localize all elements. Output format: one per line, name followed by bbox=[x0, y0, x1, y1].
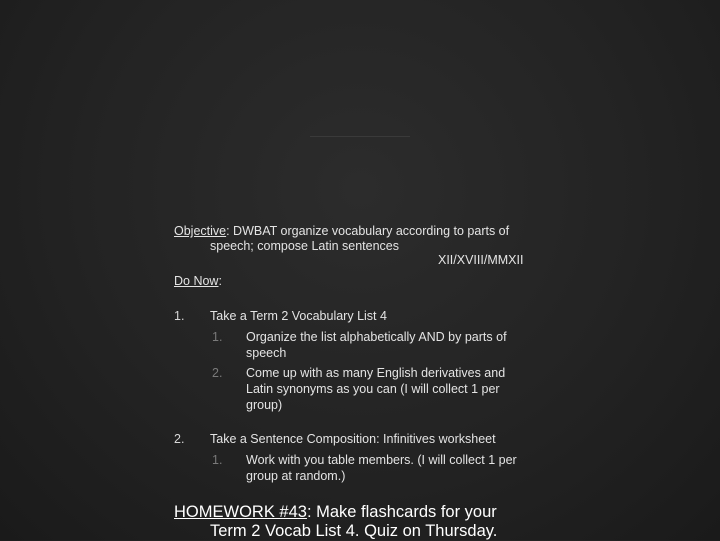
do-now-heading bbox=[174, 273, 222, 289]
objective-label: Objective bbox=[174, 224, 227, 238]
do-now-label: Do Now bbox=[174, 274, 219, 288]
homework-label: HOMEWORK #43 bbox=[174, 503, 307, 521]
objective-text-1: : DWBAT organize vocabulary according to parts of bbox=[226, 224, 510, 238]
objective-line-1 bbox=[174, 223, 509, 239]
subitem-line: Work with you table members. (I will collect 1 per bbox=[246, 453, 517, 467]
subitem-line: Come up with as many English derivatives and bbox=[246, 366, 506, 380]
objective-text-2: speech; compose Latin sentences bbox=[210, 239, 400, 253]
item-text: Take a Term 2 Vocabulary List 4 bbox=[210, 309, 387, 323]
homework-line-1 bbox=[174, 502, 497, 522]
homework-text-2: Term 2 Vocab List 4. Quiz on Thursday. bbox=[210, 522, 498, 540]
item-number: 2. bbox=[174, 432, 185, 446]
slide-date: XII/XVIII/MMXII bbox=[438, 253, 524, 267]
subitem-line: speech bbox=[246, 346, 287, 360]
subitem-line: group at random.) bbox=[246, 469, 346, 483]
subitem-line: Organize the list alphabetically AND by parts of bbox=[246, 330, 507, 344]
subitem-number: 1. bbox=[212, 330, 223, 344]
do-now-colon: : bbox=[218, 274, 222, 288]
subitem-line: Latin synonyms as you can (I will collect 1 per bbox=[246, 382, 500, 396]
subitem-number: 2. bbox=[212, 366, 223, 380]
item-number: 1. bbox=[174, 309, 185, 323]
item-text: Take a Sentence Composition: Infinitives worksheet bbox=[210, 432, 496, 446]
title-divider bbox=[310, 136, 410, 137]
subitem-number: 1. bbox=[212, 453, 223, 467]
homework-text-1: : Make flashcards for your bbox=[306, 503, 497, 521]
subitem-line: group) bbox=[246, 398, 283, 412]
